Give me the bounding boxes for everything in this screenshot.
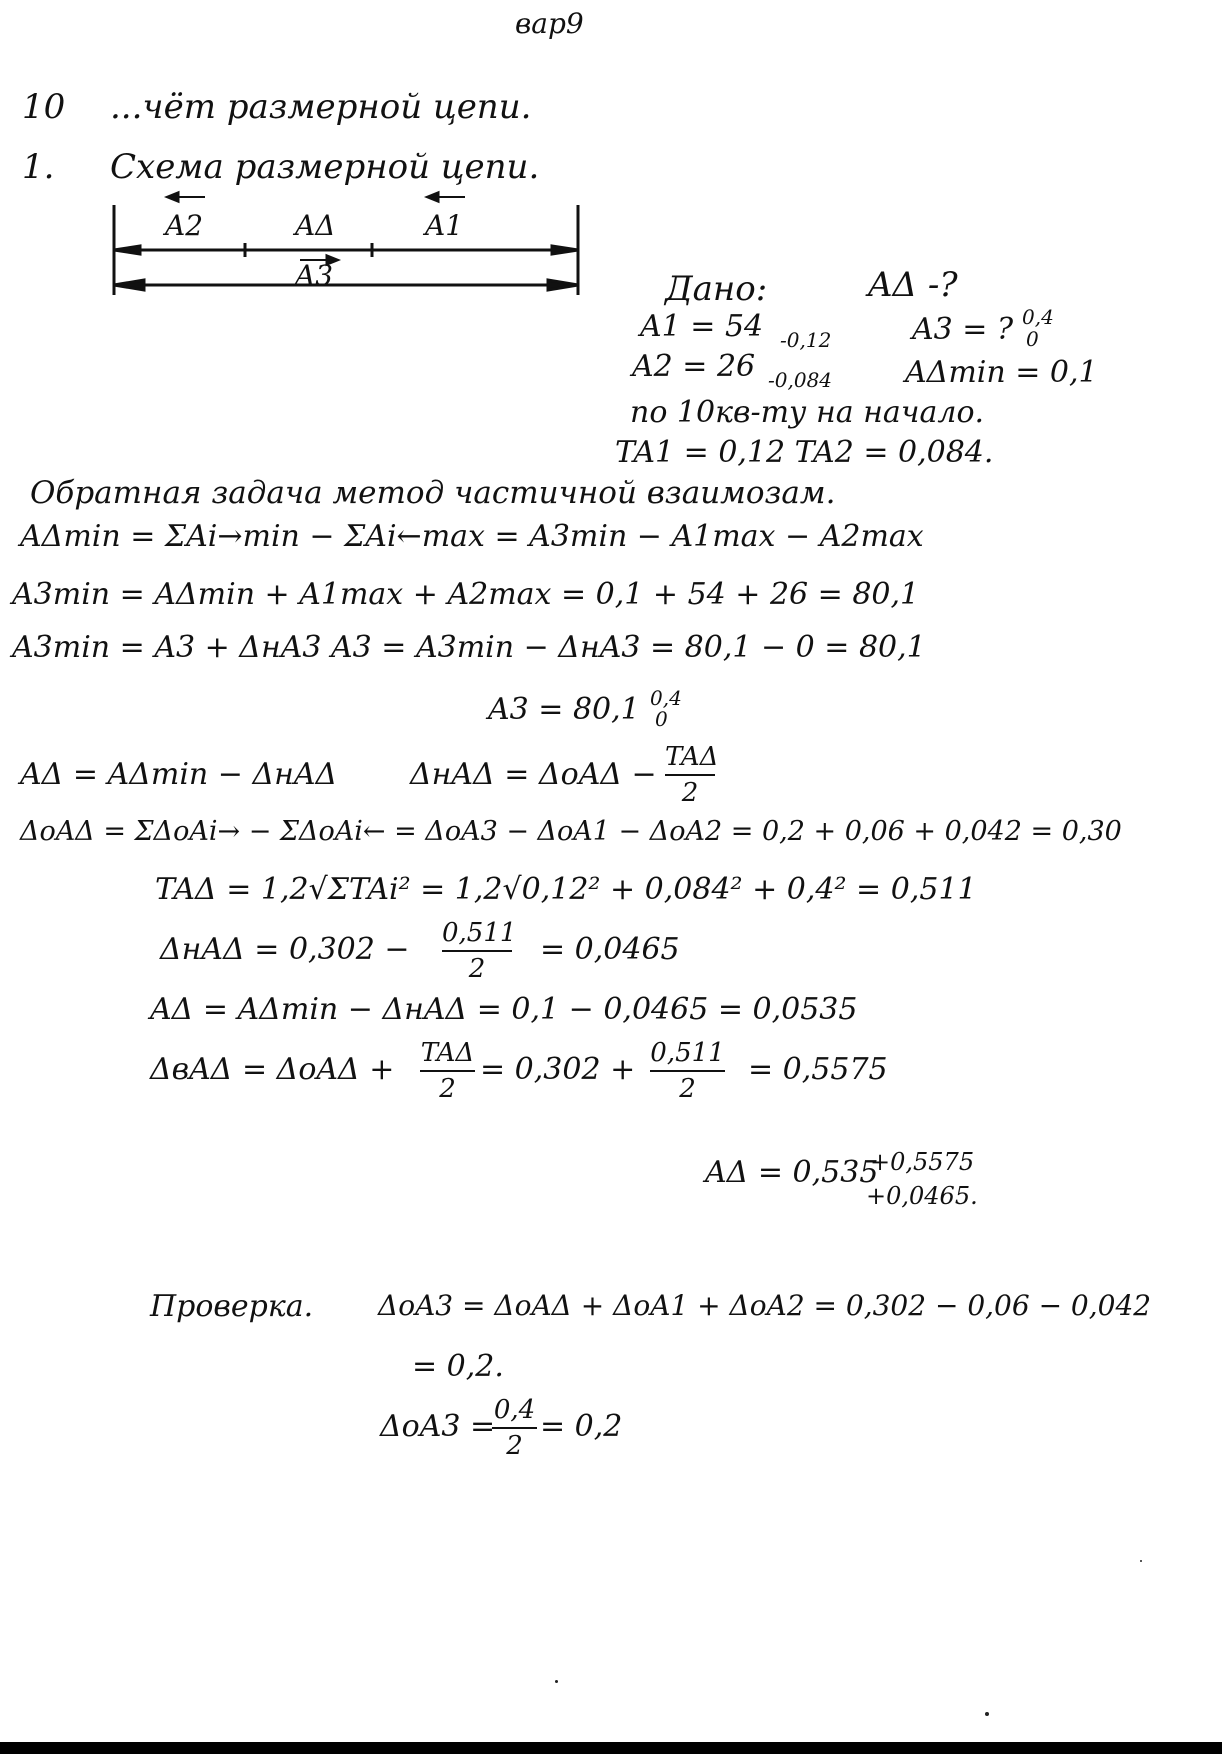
label-a2: A2 <box>165 209 204 242</box>
dimension-chain-diagram <box>110 185 590 315</box>
equation-2: A3min = AΔmin + A1max + A2max = 0,1 + 54 + 26 = 80,1 <box>12 577 920 612</box>
check-fraction <box>492 1395 537 1461</box>
equation-10-fraction-2 <box>650 1038 725 1104</box>
given-a3-lower: 0 <box>1026 327 1039 351</box>
given-tolerances: TA1 = 0,12 TA2 = 0,084. <box>615 435 994 470</box>
fraction-bar <box>650 1070 725 1072</box>
fraction-numerator: 0,4 <box>493 1395 536 1425</box>
fraction-numerator: TAΔ <box>665 742 719 772</box>
result-lower-deviation: +0,0465. <box>866 1182 978 1210</box>
equation-4-upper: 0,4 <box>650 686 682 710</box>
scan-speck <box>985 1712 989 1716</box>
scan-speck <box>555 1680 558 1683</box>
a2-vector-head <box>168 193 178 201</box>
equation-10b: = 0,302 + <box>480 1052 636 1087</box>
a2-left-arrow <box>114 246 140 254</box>
given-a2: A2 = 26 <box>632 349 756 384</box>
equation-8a: ΔнAΔ = 0,302 − <box>160 932 410 967</box>
scan-speck <box>1140 1560 1142 1562</box>
label-ad: AΔ <box>295 209 336 242</box>
fraction-denominator: 2 <box>506 1431 523 1461</box>
given-find: AΔ -? <box>868 265 958 305</box>
scan-bottom-edge <box>0 1742 1222 1754</box>
fraction-bar <box>665 774 715 776</box>
a1-right-arrow <box>552 246 578 254</box>
equation-9: AΔ = AΔmin − ΔнAΔ = 0,1 − 0,0465 = 0,0535 <box>150 992 858 1027</box>
equation-8b: = 0,0465 <box>540 932 680 967</box>
equation-4-lower: 0 <box>655 707 668 731</box>
label-a1: A1 <box>425 209 464 242</box>
variant-label: вар9 <box>515 7 584 40</box>
equation-4: A3 = 80,1 <box>488 692 640 727</box>
fraction-denominator: 2 <box>679 1074 696 1104</box>
fraction-numerator: TAΔ <box>420 1038 475 1068</box>
equation-1: AΔmin = ΣAi→min − ΣAi←max = A3min − A1max − A2max <box>20 519 924 554</box>
subsection-title: Схема размерной цепи. <box>110 147 540 187</box>
equation-5a: AΔ = AΔmin − ΔнAΔ <box>20 757 338 792</box>
equation-10a: ΔвAΔ = ΔoAΔ + <box>150 1052 395 1087</box>
equation-7: TAΔ = 1,2√ΣTAi² = 1,2√0,12² + 0,084² + 0,4² = 0,511 <box>155 872 977 907</box>
given-a3: A3 = ? <box>912 312 1014 347</box>
task-line: Обратная задача метод частичной взаимозам. <box>30 475 836 511</box>
given-note: по 10кв-ту на начало. <box>630 395 985 430</box>
given-a1: A1 = 54 <box>640 309 764 344</box>
check-equation-2: = 0,2. <box>412 1349 504 1384</box>
section-title: ...чёт размерной цепи. <box>110 87 532 127</box>
label-a3: A3 <box>295 259 334 292</box>
fraction-denominator: 2 <box>468 954 486 984</box>
check-label: Проверка. <box>150 1289 314 1324</box>
section-number: 10 <box>22 87 66 127</box>
given-a2-tolerance: -0,084 <box>768 368 833 392</box>
given-a1-tolerance: -0,12 <box>780 328 832 352</box>
equation-8-fraction <box>442 918 517 984</box>
a3-right-arrow <box>548 280 578 290</box>
check-equation-3a: ΔoA3 = <box>380 1409 496 1444</box>
fraction-denominator: 2 <box>681 778 699 808</box>
result-base: AΔ = 0,535 <box>705 1155 879 1190</box>
fraction-bar <box>442 950 512 952</box>
equation-5b: ΔнAΔ = ΔoAΔ − <box>410 757 657 792</box>
a3-left-arrow <box>114 280 144 290</box>
a1-vector-head <box>428 193 438 201</box>
equation-6: ΔoAΔ = ΣΔoAi→ − ΣΔoAi← = ΔoA3 − ΔoA1 − ΔoA2 = 0,2 + 0,06 + 0,042 = 0,30 <box>20 816 1122 847</box>
check-equation-3b: = 0,2 <box>540 1409 623 1444</box>
result-upper-deviation: +0,5575 <box>870 1148 975 1176</box>
fraction-bar <box>492 1427 537 1429</box>
fraction-numerator: 0,511 <box>442 918 517 948</box>
subsection-number: 1. <box>22 147 55 187</box>
given-label: Дано: <box>665 269 768 309</box>
check-equation-1: ΔoA3 = ΔoAΔ + ΔoA1 + ΔoA2 = 0,302 − 0,06 − 0,042 <box>378 1289 1152 1322</box>
given-a3-upper: 0,4 <box>1022 305 1054 329</box>
given-admin: AΔmin = 0,1 <box>905 355 1098 390</box>
equation-10c: = 0,5575 <box>748 1052 888 1087</box>
fraction-numerator: 0,511 <box>650 1038 725 1068</box>
fraction-denominator: 2 <box>439 1074 456 1104</box>
equation-5b-fraction <box>665 742 719 808</box>
equation-3: A3min = A3 + ΔнA3 A3 = A3min − ΔнA3 = 80,1 − 0 = 80,1 <box>12 630 926 665</box>
equation-10-fraction-1 <box>420 1038 475 1104</box>
fraction-bar <box>420 1070 475 1072</box>
